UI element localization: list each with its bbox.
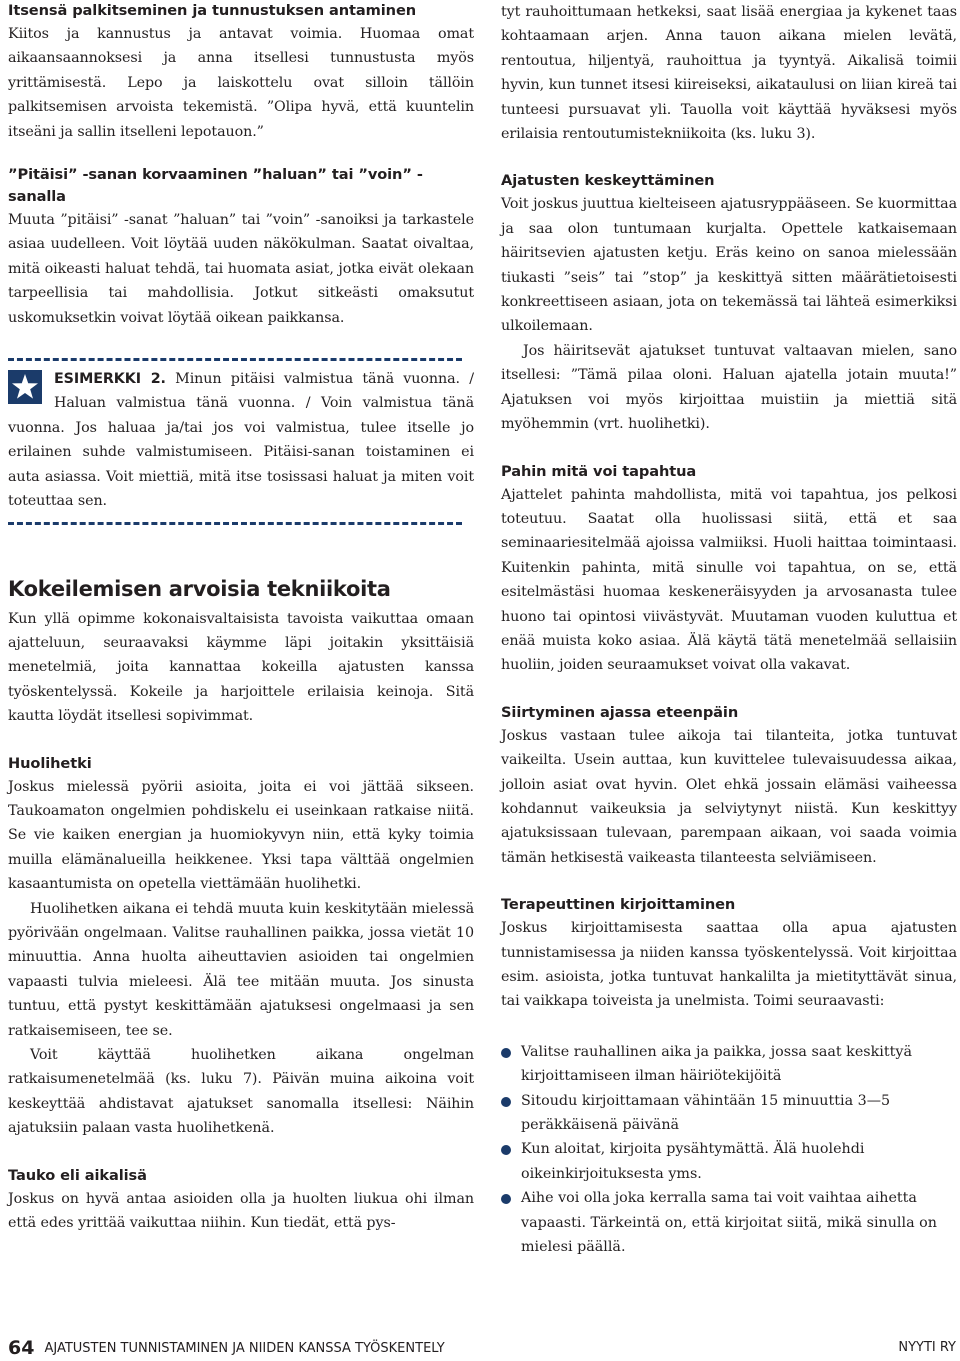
right-column bbox=[501, 0, 957, 1259]
heading-tauko: Tauko eli aikalisä bbox=[8, 1166, 147, 1184]
paragraph-tauko: Joskus on hyvä antaa asioiden olla ja huolten liukua ohi ilman että edes yrittää vaikuttaa niihin. Kun tiedät, että pys- bbox=[8, 1190, 474, 1232]
example-box bbox=[8, 367, 474, 513]
paragraph-self-reward: Kiitos ja kannustus ja antavat voimia. Huomaa omat aikaansaannoksesi ja anna itsellesi tunnustusta myös yrittämisestä. Lepo ja laiskottelu ovat silloin tällöin palkitsemisen arvoista tekemistä. ”Olipa hyvä, että kuuntelin itseäni ja sallin itselleni lepotauon.” bbox=[8, 26, 474, 140]
paragraph-keskeyttaminen-2: Jos häiritsevät ajatukset tuntuvat valtaavan mielen, sano itsellesi: ”Tämä pilaa oloni. Haluan ajatella jotain muuta!” Ajatuksen voi myös kirjoittaa muistiin ja miettiä sitä myöhemmin (vrt. huolihetki). bbox=[501, 342, 957, 433]
heading-pahin: Pahin mitä voi tapahtua bbox=[501, 462, 697, 480]
list-item: Kun aloitat, kirjoita pysähtymättä. Älä huolehdi oikeinkirjoituksesta yms. bbox=[501, 1137, 957, 1186]
heading-pitaisi: ”Pitäisi” -sanan korvaaminen ”haluan” tai ”voin” -sanalla bbox=[8, 166, 423, 206]
writing-steps-list bbox=[501, 1040, 957, 1260]
page-footer bbox=[8, 1336, 956, 1360]
paragraph-huolihetki-3: Voit käyttää huolihetken aikana ongelman ratkaisumenetelmää (ks. luku 7). Päivän muina aikoina voit keskeyttää ahdistavat ajatukset sanomalla itsellesi: Näihin ajatuksiin palaan vasta huolihetkenä. bbox=[8, 1047, 474, 1137]
example-text bbox=[8, 367, 474, 513]
example-body: Minun pitäisi valmistua tänä vuonna. / Haluan valmistua tänä vuonna. / Voin valmistua tänä vuonna. Jos haluaa ja/tai jos voi valmistua, tulee itselle jo erilainen suhde valmistumiseen. Pitäisi-sanan toistaminen ei auta asiassa. Voit miettiä, mitä itse tosissasi haluat ja miten voit toteuttaa sen. bbox=[8, 371, 474, 510]
bullet-dot bbox=[501, 1097, 511, 1107]
list-item: Sitoudu kirjoittamaan vähintään 15 minuuttia 3—5 peräkkäisenä päivänä bbox=[501, 1089, 957, 1138]
heading-kirjoittaminen: Terapeuttinen kirjoittaminen bbox=[501, 896, 736, 914]
bullet-dot bbox=[501, 1194, 511, 1204]
bullet-dot bbox=[501, 1145, 511, 1155]
heading-siirtyminen: Siirtyminen ajassa eteenpäin bbox=[501, 703, 739, 721]
paragraph-siirtyminen: Joskus vastaan tulee aikoja tai tilanteita, jotka tuntuvat vaikeilta. Usein auttaa, kun kuvittelee tulevaisuudessa aikaa, jolloin asiat ovat hyvin. Olet ehkä jossain elämäsi vaiheessa kohdannut vaikeuksia ja selviytynyt niistä. Kun keskittyy ajatuksissaan tulevaan, parempaan aikaan, voi saada voimia tämän hetkisestä vaikeasta tilanteesta selviämiseen. bbox=[501, 727, 957, 866]
paragraph-keskeyttaminen-1: Voit joskus juuttua kielteiseen ajatusryppääseen. Se kuormittaa ja saa olon tuntumaan kurjalta. Opettele katkaisemaan häiritsevien ajatusten ketju. Eräs keino on sanoa mielessään tiukasti ”seis” tai ”stop” ja keskittyä sitten määrätietoisesti konkreettiseen asiaan, jota on tekemässä tai lähteä esimerkiksi ulkoilemaan. bbox=[501, 196, 957, 335]
left-column bbox=[8, 0, 474, 1235]
main-heading: Kokeilemisen arvoisia tekniikoita bbox=[8, 576, 391, 601]
list-item: Aihe voi olla joka kerralla sama tai voit vaihtaa aihetta vapaasti. Tärkeintä on, että kirjoitat siitä, mikä sinulla on mielesi päällä. bbox=[501, 1186, 957, 1259]
paragraph-pahin: Ajattelet pahinta mahdollista, mitä voi tapahtua, jos pelkosi toteutuu. Saatat olla huolissasi siitä, että et saa seminaariesitelmää ajoissa valmiiksi. Huoli haittaa toimintaasi. Kuitenkin pahinta, mitä sinulle voi tapahtua, on se, että esitelmästäsi huomaa keskeneräisyyden ja arvosanasta tulee huono tai opintosi viivästyvät. Muutaman vuoden kuluttua et enää muista koko asiaa. Älä käytä tätä menetelmää sellaisiin huoliin, joiden seuraamukset voivat olla vakavat. bbox=[501, 486, 957, 674]
bullet-dot bbox=[501, 1048, 511, 1058]
paragraph-intro: Kun yllä opimme kokonaisvaltaisista tavoista vaikuttaa omaan ajatteluun, seuraavaksi käymme läpi joitakin yksittäisiä menetelmiä, joita kannattaa kokeilla ajatusten kanssa työskentelyssä. Kokeile ja harjoittele erilaisia keinoja. Sitä kautta löydät itsellesi sopivimmat. bbox=[8, 610, 474, 725]
star-icon bbox=[8, 370, 42, 404]
paragraph-huolihetki-2: Huolihetken aikana ei tehdä muuta kuin keskitytään mielessä pyörivään ongelmaan. Valitse rauhallinen paikka, jossa vietät 10 minuuttia. Anna huolta aiheuttavien asioiden tai ongelmien vapaasti tulvia mieleesi. Älä tee mitään muuta. Jos sinusta tuntuu, että pystyt keskittämään ajatuksesi ongelmaasi ja sen ratkaisemiseen, tee se. bbox=[8, 900, 474, 1039]
example-label: ESIMERKKI 2. bbox=[54, 371, 166, 388]
heading-self-reward: Itsensä palkitseminen ja tunnustuksen antaminen bbox=[8, 2, 417, 19]
paragraph-kirjoittaminen: Joskus kirjoittamisesta saattaa olla apua ajatusten tunnistamisessa ja niiden kanssa työskentelyssä. Voit kirjoittaa esim. asioista, jotka tuntuvat hankalilta ja mietityttävät sinua, tai vaikkapa toiveista ja unelmista. Toimi seuraavasti: bbox=[501, 920, 957, 1010]
list-item: Valitse rauhallinen aika ja paikka, jossa saat keskittyä kirjoittamiseen ilman häiriötekijöitä bbox=[501, 1040, 957, 1089]
paragraph-pitaisi: Muuta ”pitäisi” -sanat ”haluan” tai ”voin” -sanoiksi ja tarkastele asiaa uudelleen. Voit löytää uuden näkökulman. Saatat oivaltaa, mitä oikeasti haluat tehdä, tai huomata asiat, jotka eivät olekaan tarpeellisia tai mahdollisia. Jotkut sitkeästi omaksutut uskomuksetkin voivat löytää oikean paikkansa. bbox=[8, 212, 474, 326]
heading-huolihetki: Huolihetki bbox=[8, 754, 92, 772]
heading-keskeyttaminen: Ajatusten keskeyttäminen bbox=[501, 172, 715, 190]
paragraph-huolihetki-1: Joskus mielessä pyörii asioita, joita ei voi jättää sikseen. Taukoamaton ongelmien pohdiskelu ei useinkaan ratkaise niitä. Se vie kaiken energian ja huomiokyvyn niin, että kyky toimia muilla elämänalueilla heikkenee. Yksi tapa välttää ongelmien kasaantumista on opetella viettämään huolihetki. bbox=[8, 778, 474, 893]
page-number: 64 bbox=[8, 1337, 35, 1359]
footer-section: AJATUSTEN TUNNISTAMINEN JA NIIDEN KANSSA TYÖSKENTELY bbox=[44, 1341, 445, 1356]
paragraph-tauko-cont: tyt rauhoittumaan hetkeksi, saat lisää energiaa ja kykenet taas kohtaamaan arjen. Anna tauon aikana mielen levätä, rentoutua, hiljentyä, rauhoittua ja tyyntyä. Aikalisä toimii hyvin, kun tunnet itsesi kiireiseksi, aikataulusi on liian kireä tai tunteesi pursuavat yli. Tauolla voit käyttää hyväksesi myös erilaisia rentoutumistekniikoita (ks. luku 3). bbox=[501, 4, 957, 143]
footer-publisher: NYYTI RY bbox=[898, 1340, 956, 1355]
